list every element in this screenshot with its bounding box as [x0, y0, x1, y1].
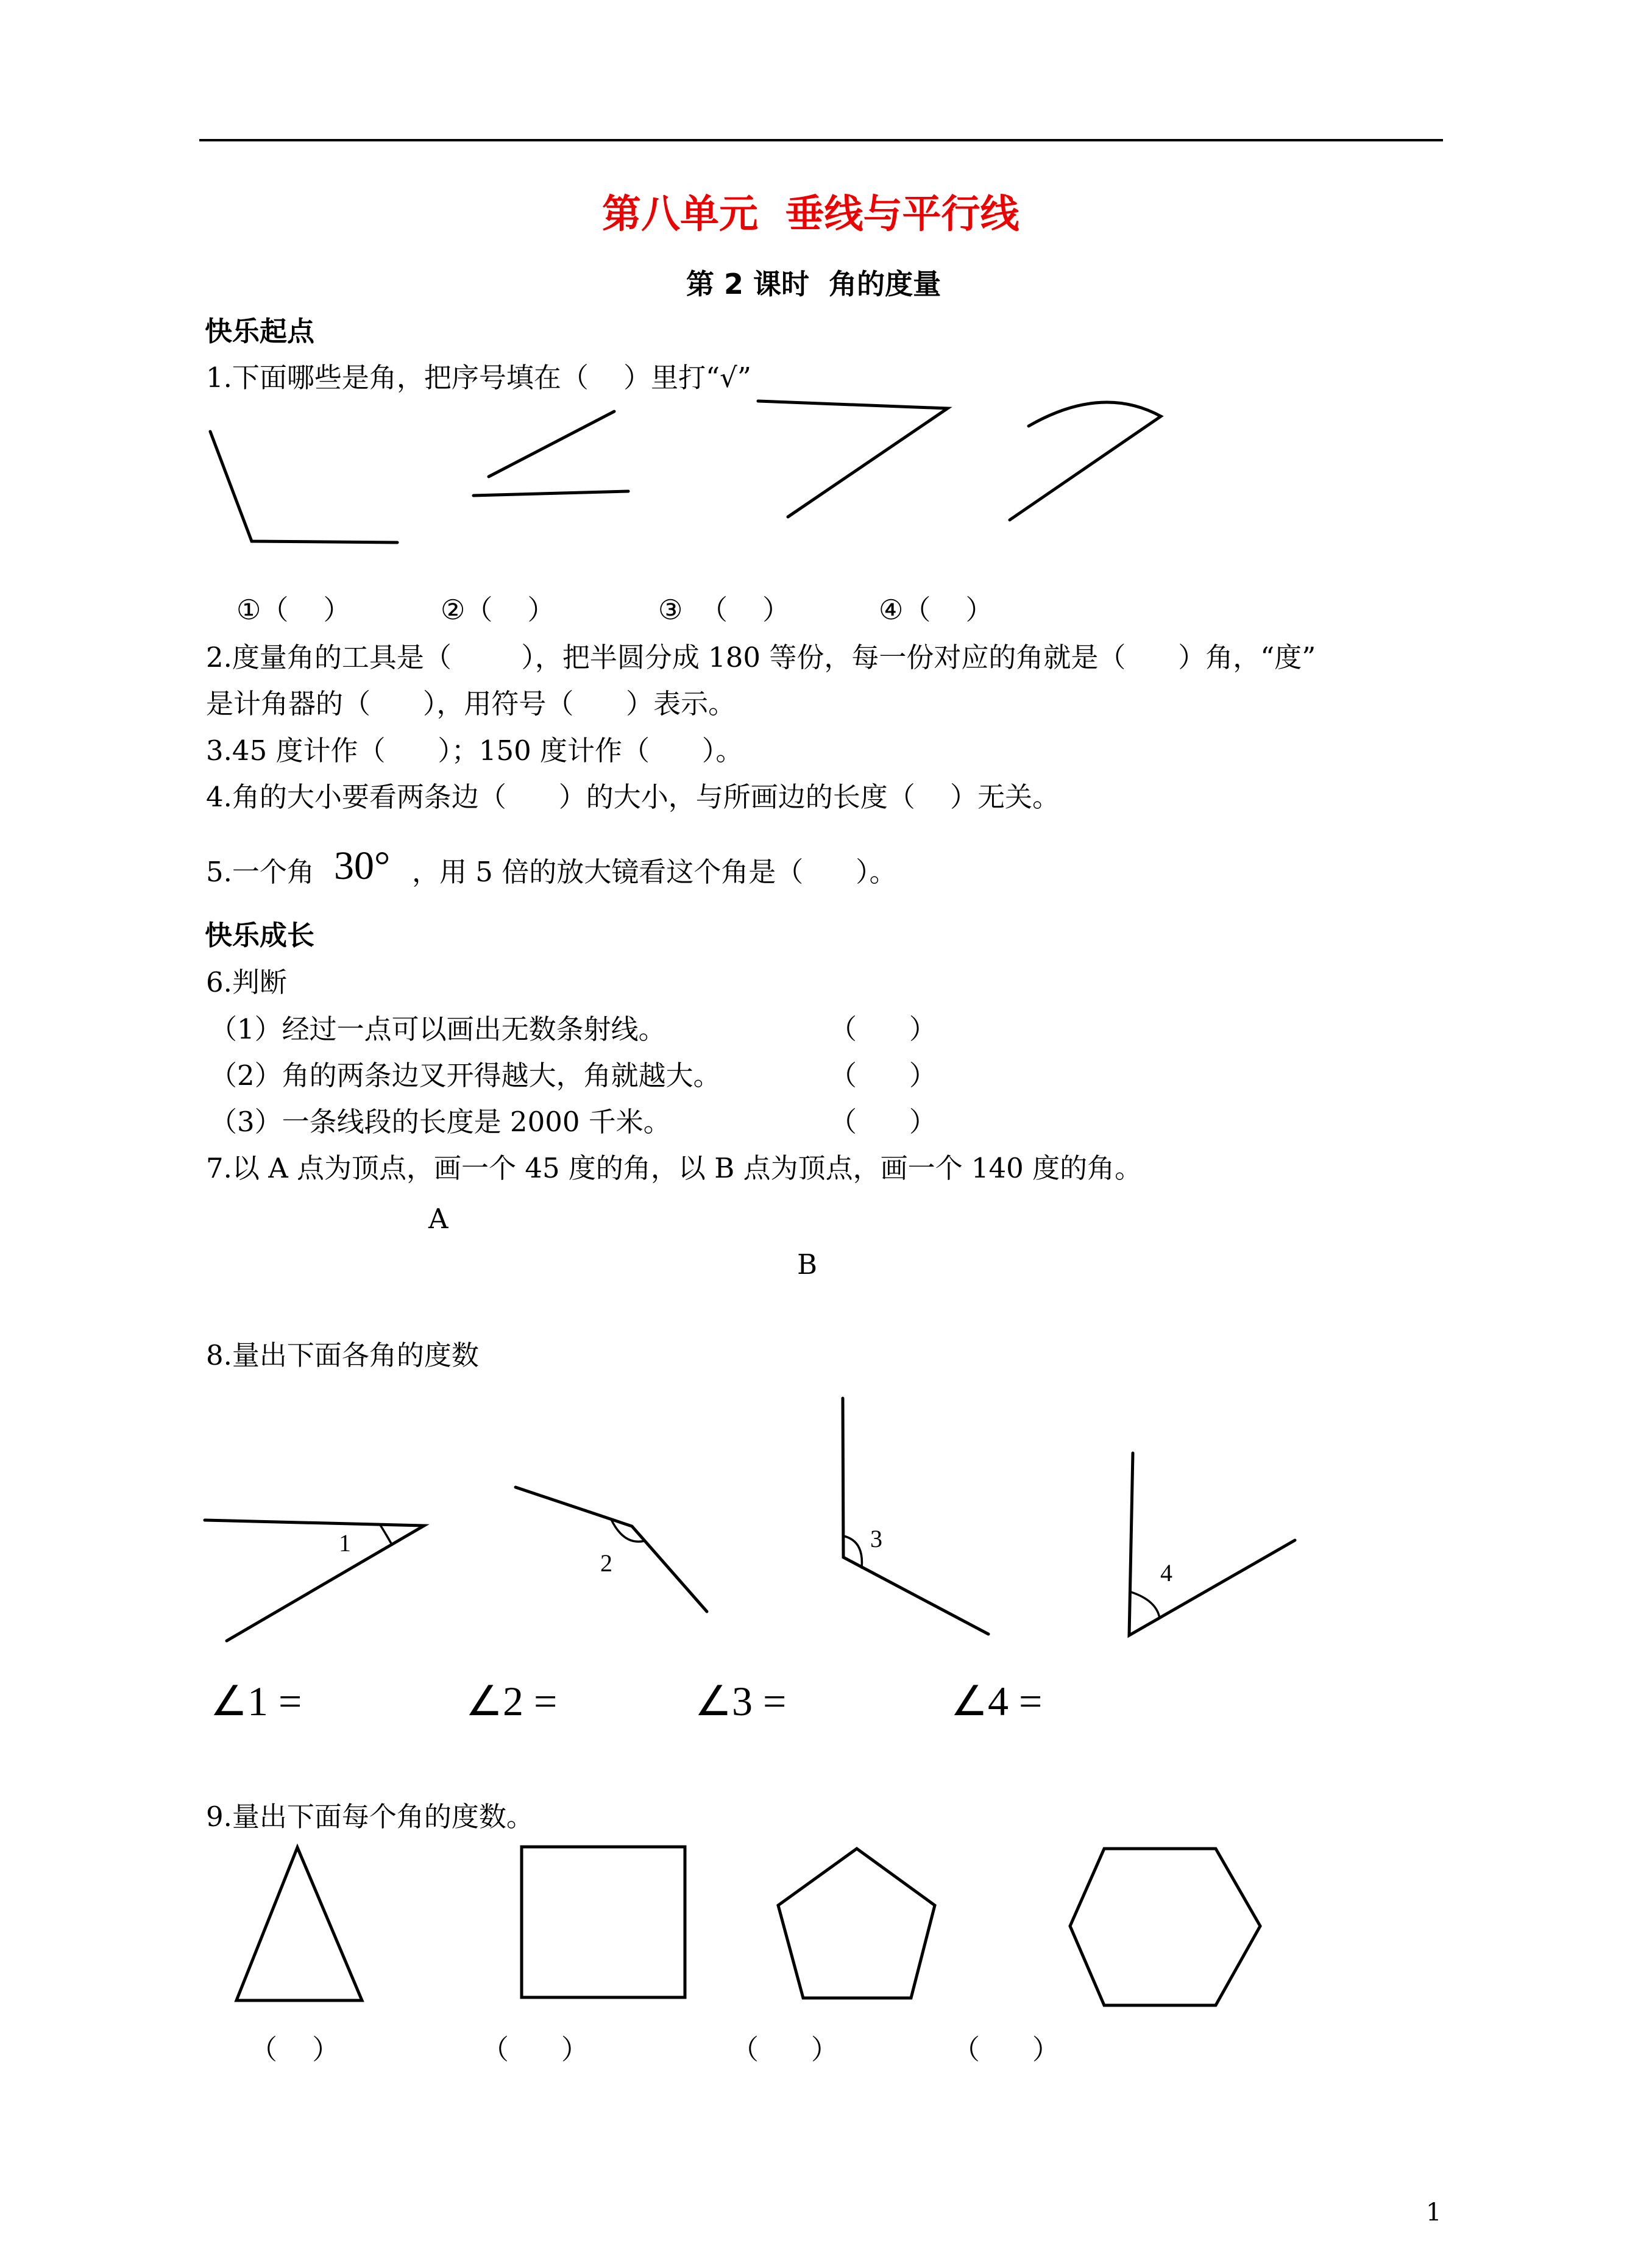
angle-2-answer[interactable]: ∠2 = — [466, 1678, 558, 1724]
question-2-line-2: 是计角器的（ ），用符号（ ）表示。 — [206, 688, 736, 720]
question-5-prefix: 5.一个角 — [206, 856, 314, 888]
judge-paren-1[interactable]: （ ） — [829, 1013, 937, 1045]
judge-item-1: （1）经过一点可以画出无数条射线。 — [210, 1013, 666, 1045]
question-5-suffix: ，用 5 倍的放大镜看这个角是（ ）。 — [412, 856, 897, 888]
q9-hexagon — [1070, 1849, 1260, 2005]
angle-3-answer[interactable]: ∠3 = — [695, 1678, 787, 1724]
q8-arc-4 — [1131, 1592, 1160, 1618]
q8-angle-3 — [843, 1398, 988, 1634]
q1-shape-1 — [210, 432, 397, 542]
page-title: 第八单元 垂线与平行线 — [602, 192, 1019, 237]
q1-option-1[interactable]: ①（ ） — [236, 594, 351, 626]
q9-paren-4[interactable]: （ ） — [952, 2033, 1060, 2066]
q8-arc-1 — [380, 1525, 392, 1545]
q9-paren-1[interactable]: （ ） — [250, 2033, 340, 2066]
q1-shape-2-lower — [473, 491, 628, 496]
question-4: 4.角的大小要看两条边（ ）的大小，与所画边的长度（ ）无关。 — [206, 781, 1060, 813]
q9-paren-2[interactable]: （ ） — [481, 2033, 589, 2066]
question-3: 3.45 度计作（ ）；150 度计作（ ）。 — [206, 734, 743, 767]
q1-shape-2-upper — [489, 411, 614, 477]
q8-label-4: 4 — [1160, 1559, 1172, 1587]
judge-item-3: （3）一条线段的长度是 2000 千米。 — [210, 1106, 671, 1138]
question-5-angle: 30° — [334, 844, 391, 888]
judge-paren-3[interactable]: （ ） — [829, 1106, 937, 1138]
section-heading-start: 快乐起点 — [205, 315, 315, 347]
q8-angle-4 — [1129, 1453, 1295, 1635]
lesson-subtitle: 第 2 课时 角的度量 — [686, 268, 941, 300]
question-1: 1.下面哪些是角，把序号填在（ ）里打“√” — [206, 361, 751, 394]
judge-item-2: （2）角的两条边叉开得越大，角就越大。 — [210, 1059, 721, 1092]
point-a-label: A — [428, 1203, 448, 1235]
q8-label-1: 1 — [339, 1529, 351, 1557]
question-2-line-1: 2.度量角的工具是（ ），把半圆分成 180 等份，每一份对应的角就是（ ）角，“度” — [206, 641, 1316, 674]
question-9: 9.量出下面每个角的度数。 — [206, 1801, 534, 1833]
q1-option-4[interactable]: ④（ ） — [879, 594, 993, 626]
q1-option-3[interactable]: ③ （ ） — [658, 594, 790, 626]
q1-shape-4 — [1010, 402, 1161, 520]
q8-label-2: 2 — [600, 1549, 612, 1577]
q8-label-3: 3 — [870, 1525, 882, 1552]
q8-arc-2 — [611, 1520, 645, 1541]
q9-square — [522, 1847, 685, 1997]
question-6-title: 6.判断 — [206, 966, 287, 998]
page-number: 1 — [1426, 2199, 1442, 2227]
section-heading-grow: 快乐成长 — [205, 919, 315, 951]
angle-4-answer[interactable]: ∠4 = — [951, 1678, 1043, 1724]
angle-1-answer[interactable]: ∠1 = — [210, 1678, 302, 1724]
point-b-label: B — [797, 1248, 818, 1281]
q9-pentagon — [778, 1849, 935, 1998]
q1-shape-3 — [758, 401, 948, 517]
q8-angle-1 — [205, 1520, 424, 1641]
q9-paren-3[interactable]: （ ） — [731, 2033, 838, 2066]
q9-triangle — [236, 1847, 362, 2000]
q1-option-2[interactable]: ②（ ） — [441, 594, 555, 626]
question-8: 8.量出下面各角的度数 — [206, 1339, 479, 1371]
question-7: 7.以 A 点为顶点，画一个 45 度的角，以 B 点为顶点，画一个 140 度的角。 — [206, 1152, 1143, 1184]
judge-paren-2[interactable]: （ ） — [829, 1059, 937, 1092]
